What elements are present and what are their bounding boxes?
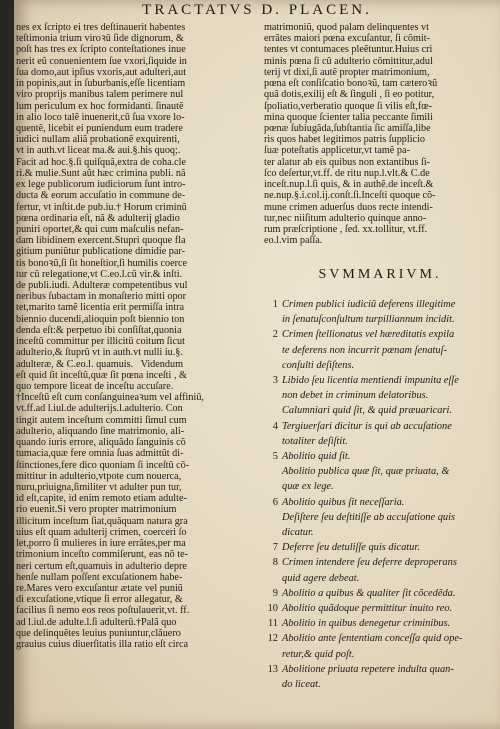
text-line: gitium puniũtur publicatione dimidie par- [16,246,185,258]
text-line: quando iuris errore, aliquãdo ſanguinis cõ [16,437,186,449]
summary-entry-number: 5 [272,451,278,463]
summary-entry-line: Abolitione priuata repetere indulta quan- [282,663,454,675]
summary-entry-number: 9 [272,587,278,599]
left-text-column [16,22,252,650]
text-line: tur,nec niiſitum adulterio quinque anno- [264,212,427,224]
text-line: lum periculum ex hoc formidanti. ſinautẽ [16,100,184,112]
text-line: neribus ſubactam in monaſterio mitti opor [16,291,187,303]
summary-entry-line: conſulti deſiſtens. [282,359,355,371]
summary-entry-number: 10 [267,603,278,615]
summary-entry [266,662,498,692]
text-line: iudici nullam aliã probationẽ exquirenti, [16,134,180,146]
text-line: let,porro ſi mulieres in iure errãtes,per ma [16,538,186,550]
text-line: nuru,priuigna,ſimiliter vt adulter pun tur, [16,481,182,493]
summary-entry [266,327,498,373]
text-line: ſtinctiones,fere dico quoniam ſi inceſtũ cõ- [16,459,190,471]
summary-entry [266,495,498,541]
text-line: ducta & eorum accuſatio in commune de- [16,190,186,202]
summary-entry-number: 11 [267,618,278,630]
text-line: ſua domo,aut ipſius vxoris,aut adulteri,aut [16,66,187,78]
summary-entry-line: Abolitio ante ſententiam conceſſa quid ope- [282,633,463,645]
text-line: henſe nullam poſſent excuſationem habe- [16,571,183,583]
text-line: inceſtũ committur per illicitũ coitum ſicut [16,336,185,348]
summary-list [266,297,498,692]
summary-entry-line: Abolitio quibus ſit neceſſaria. [282,496,405,508]
summary-entry [266,601,498,616]
summary-entry-line: Crimen publici iudiciũ deferens illegitime [282,299,456,310]
text-line: rio euenit.Si vero propter matrimonium [16,504,177,516]
text-line: terij vt dixi,ſi autẽ propter matrimonium, [264,66,430,78]
text-line: tet,marito tamẽ licentia erit permiſſa intra [16,302,185,314]
summary-entry-line: Calumniari quid ſit, & quid præuaricari. [282,405,453,417]
text-line: puniri oportet,& qui cum maſculis nefan- [16,223,184,235]
book-page [14,0,500,729]
text-line: ter alatur ab eis quibus non extantibus ſi- [264,156,431,168]
summary-heading: SVMMARIVM. [318,267,442,282]
summary-entry [266,616,498,631]
summary-entry [266,449,498,495]
summary-entry-line: Libido ſeu licentia mentiendi impunita eſſe [282,375,459,387]
summary-entry-line: quæ ex lege. [282,481,334,493]
summary-entry-line: totaliter deſiſtit. [282,435,348,447]
text-line: ris quos habet legitimos patris ſupplicio [264,134,426,146]
text-line: quã dotis,exilij eſt & ſinguli , ſi eo potitur, [264,89,435,101]
text-line: rum præſcriptione , ſed. xx.tollitur, vt.ff. [264,223,428,235]
text-line: tumacia,quæ fere omnia ſuas admittũt di- [16,448,184,460]
summary-entry-line: Deſiſtere ſeu deſtitiſſe ab accuſatione quis [282,511,456,523]
text-line: de publi.iudi. Adulteræ competentibus vul [16,280,188,292]
summary-entry-number: 3 [272,375,278,387]
text-line: adulteræ, & C.eo.l. quamuis. Videndum [16,358,183,370]
text-line: tis bonoꝛũ,ſi ſit honeſtior,ſi humilis coerce [16,257,188,269]
text-line: ſpoliatio,verberatio quoque ſi vilis eſt,fœ- [264,100,433,112]
text-line: viro proprijs manibus talem perimere nul [16,89,184,101]
text-line: in popinis,aut in ſuburbanis,eſſe licentiam [16,78,186,90]
text-line: adulterio,& ſtuprũ vt in auth.vt nulli iu.§. [16,347,183,359]
text-line: nes ex ſcripto ei tres deſtinauerit habentes [16,22,186,33]
text-line: matrimoniũ, quod palam delinquentes vt [264,22,429,33]
text-line: facilius ſi nemo eos reos poſtulauerit,vt. ff. [16,605,190,617]
text-line: poſt has tres ex ſcripto conteſtationes inue [16,44,186,56]
text-line: pœnæ ſubiugãda,ſubſtantia ſic amiſſa,libe [264,122,431,134]
summary-entry-line: Abolitio publica quæ ſit, quæ priuata, & [282,466,450,478]
text-line: neri certum eſt,quamuis in adulterio depre [16,560,187,572]
text-line: re.Mares vero excuſantur ætate vel puniũ [16,582,183,594]
summary-entry-line: in ſenatuſconſultum turpilliannum incidit. [282,314,455,326]
text-line: teſtimonia trium viroꝛũ ſide dignorum, & [16,33,184,45]
text-line: pœna eſt conſiſcatio bonoꝛũ, tam cæteroꝛũ [264,78,438,90]
summary-entry-line: Crimen intendere ſeu deferre deproperans [282,557,457,569]
text-line: di excuſatione,vtique ſi error allegatur, & [16,594,183,606]
text-line: vt in auth.vt liceat ma.& aui.§.his quoq;. [16,145,181,157]
text-line: quentẽ, licebit ei puniendum eum tradere [16,122,183,134]
text-line: errãtes maiori pœna excuſantur, ſi cõmit- [264,33,430,45]
summary-entry-line: Tergiuerſari dicitur is qui ab accuſatione [282,420,452,432]
text-line: Facit ad hoc.§.ſi quiſquã,extra de coha.cle [16,156,187,168]
text-line: denda eſt:& perpetuo ibi conſiſtat,quonia [16,324,182,336]
text-line: vt.ff.ad l.iul.de adulterijs.l.adulterio. Con [16,403,183,415]
text-line: dam libidinem exercent.Stupri quoque fla [16,235,186,247]
summary-entry-line: do liceat. [282,679,321,691]
summary-entry-number: 13 [267,663,278,675]
summary-entry-number: 1 [272,299,278,310]
text-line: quo tempore liceat de inceſtu accuſare. [16,381,174,392]
text-line: id eſt,capite, id enim remoto etiam adulte- [16,493,187,505]
summary-entry-line: Abolitio in quibus denegetur criminibus. [282,618,451,630]
summary-entry [266,586,498,601]
summary-entry [266,373,498,419]
text-line: in alio loco talẽ inuenerit,cũ ſua vxore lo- [16,111,185,123]
right-text-column [264,22,496,246]
text-line: tentes vt contumaces pleẽtuntur.Huius cri [264,44,433,56]
text-line: biennio ducendi,alioquin poſt biennio ton [16,313,185,325]
text-line: eſt quid ſit inceſtũ,quæ ſit pœna inceſti , & [16,369,187,381]
text-line: inceſt.nup.l.ſi quis, & in authẽ.de inceſt.& [264,179,434,191]
summary-entry-line: quid agere debeat. [282,572,360,584]
text-line: nerit eũ conuenientem ſue vxori,ſiquide in [16,55,187,67]
text-line: tingit autem inceſtum committi ſimul cum [16,414,187,426]
summary-entry-line: non debet in criminum delatoribus. [282,390,429,402]
summary-entry [266,297,498,327]
text-line: ſco deſertur,vt.ff. de ritu nup.l.vlt.& C.de [264,167,430,179]
text-line: trimonium inceſto commiſerunt, eas nõ te- [16,549,189,561]
summary-entry [266,540,498,555]
summary-entry-line: te deferens non incurrit pœnam ſenatuſ- [282,344,447,356]
text-line: minis pœna ſi cũ adulterio cõmittitur,adul [264,55,433,67]
text-line: ex lege publicorum iudiciorum ſunt intro- [16,179,186,191]
summary-entry-line: Abolitio quid ſit. [282,451,351,463]
summary-entry-number: 12 [267,633,278,645]
summary-entry-number: 8 [272,557,278,569]
text-line: tur cũ relegatione,vt C.eo.l.cũ vir.& inſti. [16,268,183,280]
text-line: †Inceſtũ eſt cum conſanguineaꝛum vel affiniũ, [16,392,204,404]
summary-entry-line: Abolitio quãdoque permittitur inuito reo. [282,603,453,615]
summary-entry-line: retur,& quid poſt. [282,648,355,660]
summary-entry-line: dicatur. [282,527,314,539]
summary-entry-number: 7 [272,542,278,554]
text-line: ne.nup.§.i.col.ij.conſt.ſi.Inceſti quoque cõ- [264,190,436,202]
text-line: mina quoque ſcienter talia peccante ſimili [264,111,433,123]
summary-entry-number: 6 [272,496,278,508]
text-line: ad l.iul.de adulte.l.ſi adulterũ.†Palã quo [16,616,177,628]
summary-entry [266,555,498,585]
summary-entry [266,419,498,449]
summary-entry-number: 4 [272,420,278,432]
text-line: adulterio, aliquando ſine matrimonio, ali- [16,425,185,437]
summary-entry [266,631,498,661]
summary-entry-line: Abolitio a quibus & qualiter ſit cõcedẽda. [282,587,456,599]
text-line: pœna ordinaria eſt, nã & adulterij gladio [16,212,180,224]
summary-entry-number: 2 [272,329,278,341]
text-line: grauius cuius diuerſitatis illa ratio eſt circa [16,639,188,651]
text-line: mune crimen aduerſus duos recte intendi- [264,201,433,213]
text-line: illicitum inceſtum ſiat,quãquam natura gra [16,515,188,527]
summary-entry-line: Deferre ſeu detuliſſe quis dicatur. [282,542,420,554]
text-line: ri.& mulie.Sunt aũt hæc crimina publi. nã [16,167,186,179]
text-line: fertur, vt inſtit.de pub.iu.† Horum criminũ [16,201,187,213]
text-line: ſuæ poteſtatis applicetur,vt tamẽ pa- [264,145,410,157]
text-line: eo.l.vim paſſa. [264,235,323,247]
summary-entry-line: Crimen ſtellionatus vel hæreditatis expila [282,329,455,341]
text-line: uius eſt quam adulterij crimen, coerceri ſo [16,526,187,538]
running-head: TRACTATVS D. PLACEN. [142,2,372,18]
text-line: mittitur in adulterio,vtpote cum nouerca, [16,470,182,482]
text-line: que delinquẽtes leuius puniuntur,clãuero [16,627,181,639]
